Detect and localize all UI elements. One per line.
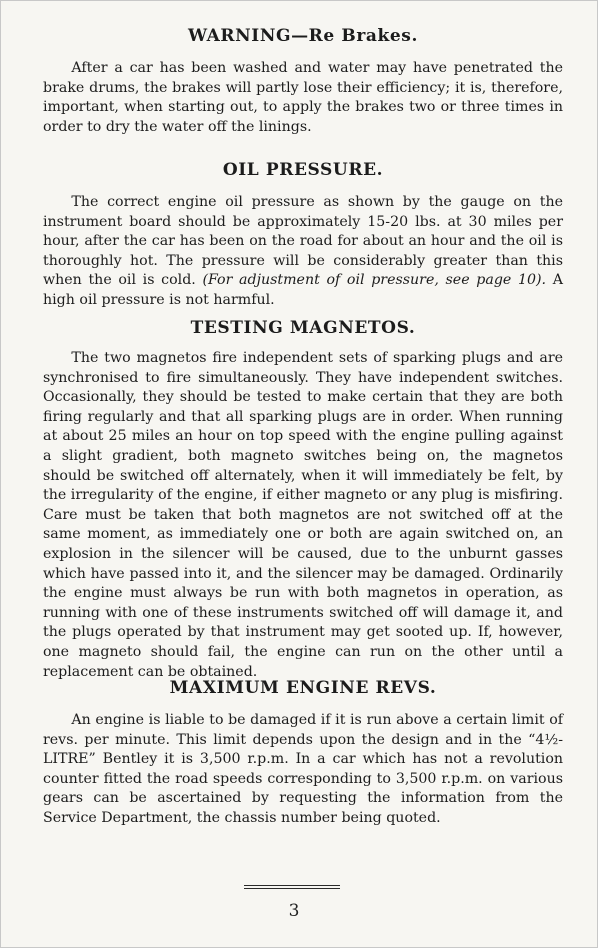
oil-pressure-reference: (For adjustment of oil pressure, see page 10).	[202, 272, 547, 289]
footer-rule	[244, 885, 340, 893]
footer-rule-line-top	[244, 885, 340, 886]
paragraph-oil-pressure	[43, 193, 563, 311]
page-number: 3	[288, 901, 300, 921]
heading-maximum-engine-revs: MAXIMUM ENGINE REVS.	[169, 678, 437, 698]
oil-pressure-note: A high oil pressure is not harmful.	[43, 272, 563, 308]
paragraph-maximum-engine-revs: An engine is liable to be damaged if it is run above a certain limit of revs. per minute. This limit depends upon the design and in the “4½-LITRE” Bentley it is 3,500 r.p.m. In a car which has not a revolution counter fitted the road speeds corresponding to 3,500 r.p.m. on various gears can be ascertained by requesting the information from the Service Department, the chassis number being quoted.	[43, 712, 563, 826]
heading-testing-magnetos: TESTING MAGNETOS.	[190, 318, 416, 338]
oil-pressure-text: The correct engine oil pressure as shown by the gauge on the instrument board should be approximately 15-20 lbs. at 30 miles per hour, after the car has been on the road for about an hour and the oil is thoroughly hot. The pressure will be considerably greater than this when the oil is cold.	[43, 194, 563, 289]
heading-warning-brakes: WARNING—Re Brakes.	[188, 26, 418, 46]
paragraph-testing-magnetos: The two magnetos fire independent sets of sparking plugs and are synchronised to fire simultaneously. They have independent switches. Occasionally, they should be tested to make certain that they are both firing regularly and that all sparking plugs are in order. When running at about 25 miles an hour on top speed with the engine pulling against a slight gradient, both magneto switches being on, the magnetos should be switched off alternately, when it will immediately be felt, by the irregularity of the engine, if either magneto or any plug is misfiring. Care must be taken that both magnetos are not switched off at the same moment, as immediately one or both are again switched on, an explosion in the silencer will be caused, due to the unburnt gasses which have passed into it, and the silencer may be damaged. Ordinarily the engine must always be run with both magnetos in operation, as running with one of these instruments switched off will damage it, and the plugs operated by that instrument may get sooted up. If, however, one magneto should fail, the engine can run on the other until a replacement can be obtained.	[43, 350, 563, 680]
heading-oil-pressure: OIL PRESSURE.	[222, 160, 384, 180]
paragraph-warning-brakes: After a car has been washed and water may have penetrated the brake drums, the brakes will partly lose their efficiency; it is, therefore, important, when starting out, to apply the brakes two or three times in order to dry the water off the linings.	[43, 60, 563, 135]
footer-rule-line-bottom	[244, 888, 340, 889]
